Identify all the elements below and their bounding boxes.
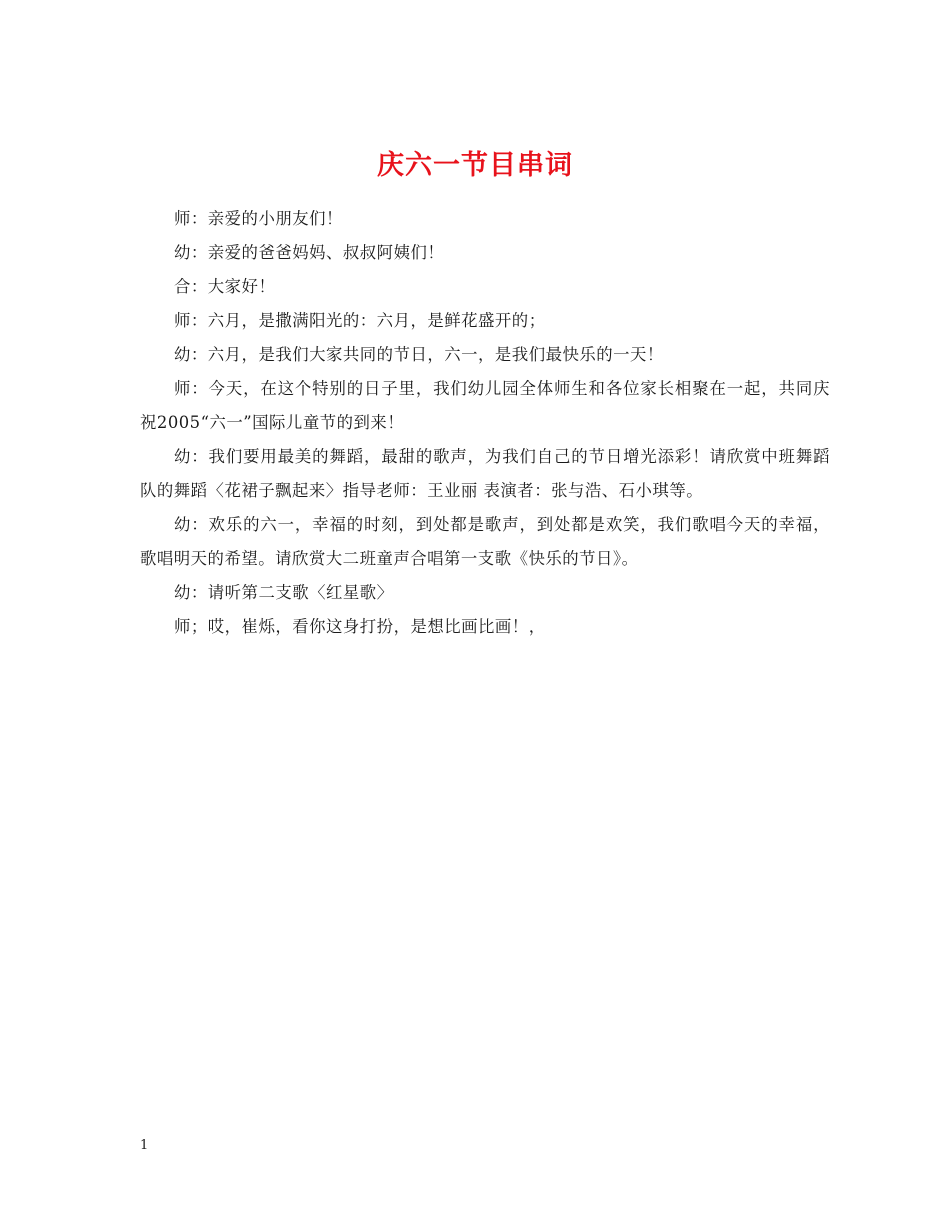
document-body <box>140 202 830 644</box>
paragraph-june-teacher: 师：六月，是撒满阳光的：六月，是鲜花盛开的； <box>174 311 546 330</box>
paragraph-costume-dialogue: 师；哎，崔烁，看你这身打扮，是想比画比画！， <box>174 617 546 636</box>
paragraph-song-intro: 幼：欢乐的六一，幸福的时刻，到处都是歌声，到处都是欢笑，我们歌唱今天的幸福，歌唱明天的希望。请欣赏大二班童声合唱第一支歌《快乐的节日》。 <box>140 515 830 568</box>
paragraph-child-greeting: 幼：亲爱的爸爸妈妈、叔叔阿姨们！ <box>174 243 445 262</box>
document-title: 庆六一节目串词 <box>377 150 573 182</box>
page-number: 1 <box>140 1138 149 1153</box>
paragraph-celebration-intro: 师：今天，在这个特别的日子里，我们幼儿园全体师生和各位家长相聚在一起，共同庆祝2005“六一”国际儿童节的到来！ <box>140 379 830 432</box>
paragraph-dance-intro: 幼：我们要用最美的舞蹈，最甜的歌声，为我们自己的节日增光添彩！请欣赏中班舞蹈队的舞蹈〈花裙子飘起来〉指导老师：王业丽 表演者：张与浩、石小琪等。 <box>140 447 830 500</box>
paragraph-june-child: 幼：六月，是我们大家共同的节日，六一，是我们最快乐的一天！ <box>174 345 664 364</box>
paragraph-together-greeting: 合：大家好！ <box>174 277 276 296</box>
paragraph-teacher-greeting: 师：亲爱的小朋友们！ <box>174 209 343 228</box>
paragraph-second-song: 幼：请听第二支歌〈红星歌〉 <box>174 583 394 602</box>
